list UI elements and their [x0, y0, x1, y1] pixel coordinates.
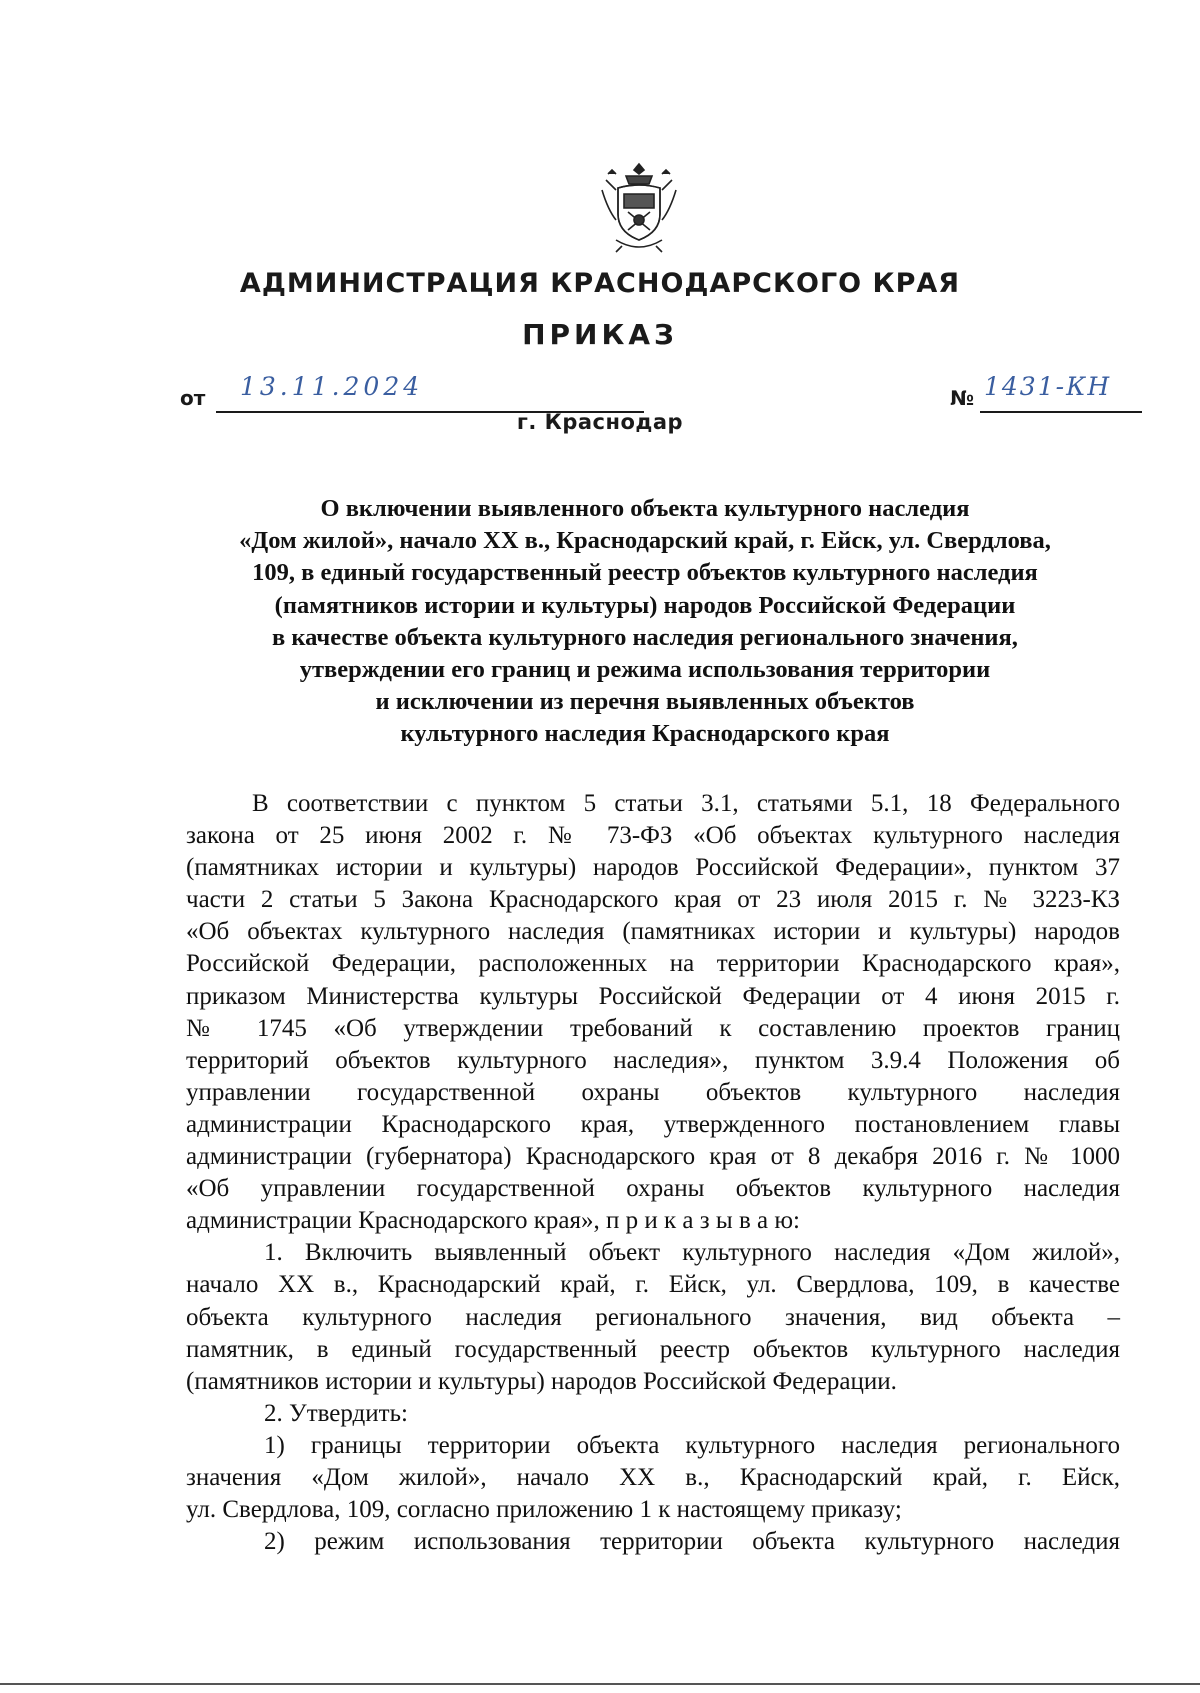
- body-line: «Об управлении государственной охраны объектов культурного наследия: [186, 1175, 1120, 1203]
- handwritten-number: 1431-КН: [984, 372, 1112, 401]
- title-line: культурного наследия Краснодарского края: [400, 720, 890, 748]
- document-type: ПРИКАЗ: [522, 318, 678, 351]
- body-line: (памятниках истории и культуры) народов Российской Федерации», пунктом 37: [186, 854, 1120, 882]
- body-line: 1) границы территории объекта культурного наследия регионального: [264, 1431, 1120, 1459]
- city-name: г. Краснодар: [516, 410, 684, 434]
- body-line: «Об объектах культурного наследия (памятниках истории и культуры) народов: [186, 918, 1120, 946]
- page-bottom-rule: [0, 1683, 1200, 1685]
- body-line: администрации Краснодарского края», п р и к а з ы в а ю:: [186, 1207, 800, 1235]
- body-line: администрации (губернатора) Краснодарского края от 8 декабря 2016 г. № 1000: [186, 1143, 1120, 1171]
- title-line: 109, в единый государственный реестр объектов культурного наследия: [252, 559, 1038, 587]
- body-line: ул. Свердлова, 109, согласно приложению 1 к настоящему приказу;: [186, 1496, 902, 1524]
- body-line: значения «Дом жилой», начало ХХ в., Краснодарский край, г. Ейск,: [186, 1463, 1120, 1491]
- body-line: объекта культурного наследия регионального значения, вид объекта –: [186, 1303, 1120, 1331]
- body-line: (памятников истории и культуры) народов Российской Федерации.: [186, 1367, 897, 1395]
- title-line: «Дом жилой», начало ХХ в., Краснодарский край, г. Ейск, ул. Свердлова,: [239, 527, 1051, 555]
- title-line: и исключении из перечня выявленных объектов: [375, 688, 915, 716]
- body-line: закона от 25 июня 2002 г. № 73-ФЗ «Об объектах культурного наследия: [186, 822, 1120, 850]
- body-line: приказом Министерства культуры Российской Федерации от 4 июня 2015 г.: [186, 982, 1120, 1010]
- body-line: начало ХХ в., Краснодарский край, г. Ейск, ул. Свердлова, 109, в качестве: [186, 1271, 1120, 1299]
- number-label: №: [950, 386, 975, 410]
- organization-name: АДМИНИСТРАЦИЯ КРАСНОДАРСКОГО КРАЯ: [239, 268, 961, 299]
- title-line: утверждении его границ и режима использования территории: [299, 656, 991, 684]
- document-body: [186, 788, 1120, 1558]
- title-line: в качестве объекта культурного наследия регионального значения,: [272, 623, 1018, 651]
- date-label: от: [180, 386, 206, 410]
- body-line: В соответствии с пунктом 5 статьи 3.1, статьями 5.1, 18 Федерального: [252, 790, 1120, 817]
- coat-of-arms-icon: [598, 160, 680, 256]
- title-line: О включении выявленного объекта культурного наследия: [320, 495, 970, 522]
- body-line: Российской Федерации, расположенных на территории Краснодарского края»,: [186, 950, 1120, 978]
- body-line: территорий объектов культурного наследия», пунктом 3.9.4 Положения об: [186, 1046, 1120, 1074]
- body-line: администрации Краснодарского края, утвержденного постановлением главы: [186, 1110, 1120, 1138]
- body-line: 2) режим использования территории объекта культурного наследия: [264, 1528, 1120, 1556]
- body-line: части 2 статьи 5 Закона Краснодарского края от 23 июля 2015 г. № 3223-КЗ: [186, 886, 1120, 914]
- document-title: [180, 493, 1110, 751]
- body-line: 1. Включить выявленный объект культурного наследия «Дом жилой»,: [264, 1239, 1120, 1267]
- title-line: (памятников истории и культуры) народов Российской Федерации: [274, 591, 1016, 619]
- body-line: памятник, в единый государственный реестр объектов культурного наследия: [186, 1335, 1120, 1363]
- body-line: № 1745 «Об утверждении требований к составлению проектов границ: [186, 1014, 1120, 1042]
- handwritten-date: 13.11.2024: [240, 372, 424, 401]
- body-line: 2. Утвердить:: [264, 1399, 408, 1427]
- body-line: управлении государственной охраны объектов культурного наследия: [186, 1078, 1120, 1106]
